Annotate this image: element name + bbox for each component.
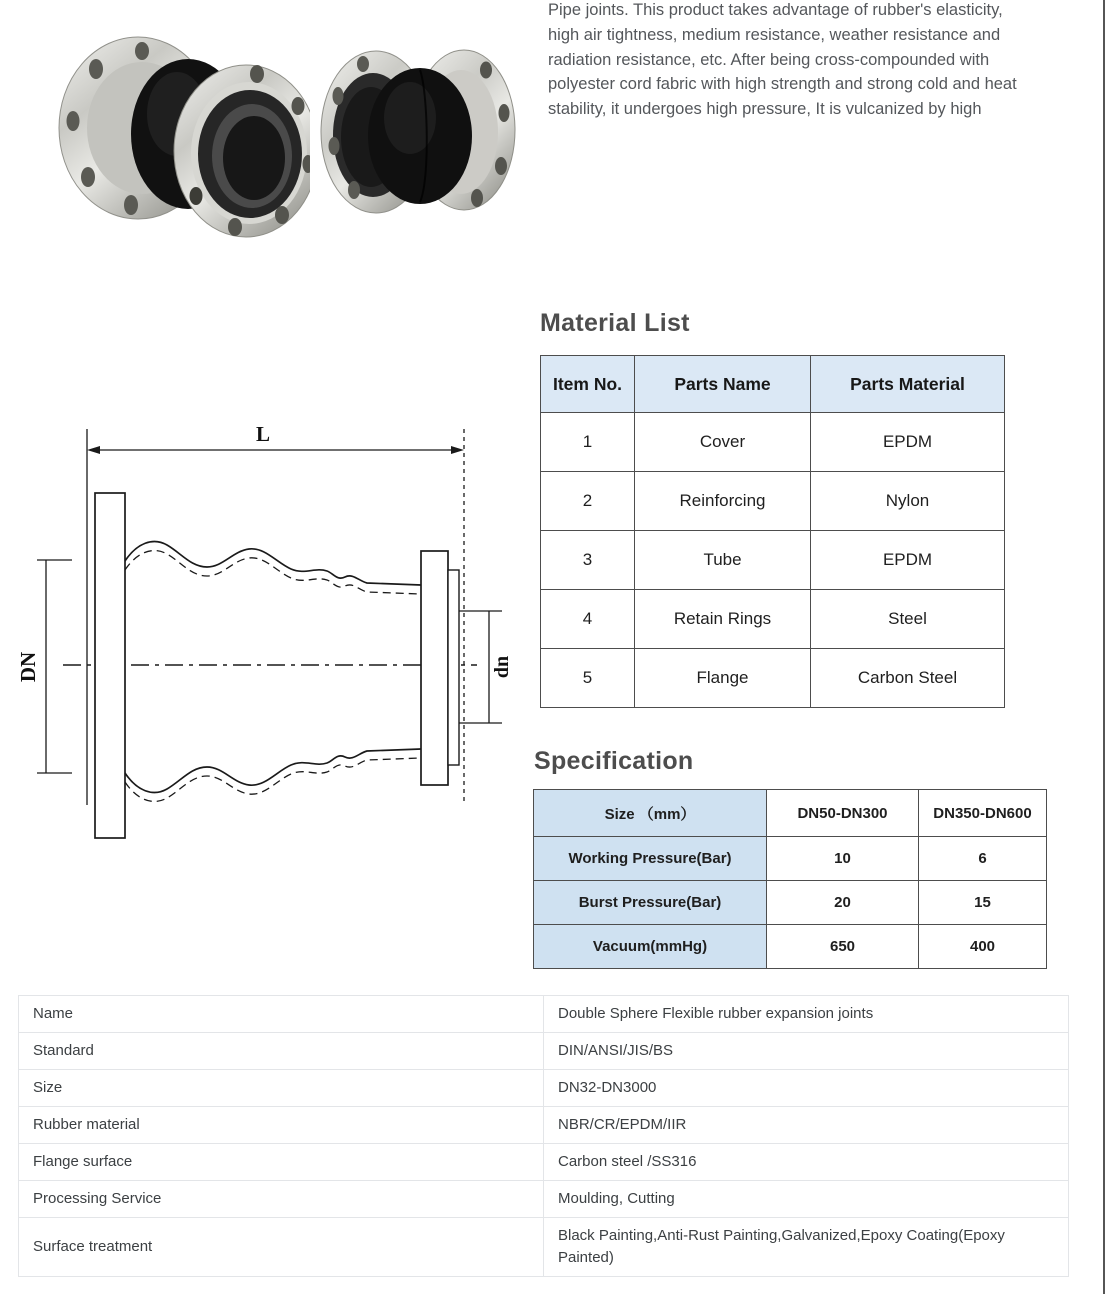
parts-material-cell: EPDM [811,531,1005,590]
spec-label-cell: Working Pressure(Bar) [534,837,767,881]
spec-value-cell: 400 [919,925,1047,969]
detail-label-cell: Flange surface [19,1144,544,1181]
dimension-label-dn: dn [491,655,513,679]
spec-label-cell: Vacuum(mmHg) [534,925,767,969]
detail-row [19,1070,1069,1107]
front-flange [174,65,310,237]
detail-value-cell: NBR/CR/EPDM/IIR [544,1107,1069,1144]
product-details-table [18,995,1069,1277]
spec-header-row [534,790,1047,837]
detail-row [19,1033,1069,1070]
intro-line: radiation resistance, etc. After being cross-compounded with [548,50,990,69]
item-no-cell: 2 [541,472,635,531]
spec-value-cell: 10 [767,837,919,881]
spec-body [534,837,1047,969]
detail-row [19,996,1069,1033]
spec-size-range-cell: DN50-DN300 [767,790,919,837]
material-row [541,590,1005,649]
detail-row [19,1144,1069,1181]
spec-value-cell: 20 [767,881,919,925]
dimension-drawing [15,415,520,860]
detail-row [19,1181,1069,1218]
detail-label-cell: Name [19,996,544,1033]
detail-label-cell: Processing Service [19,1181,544,1218]
product-photo-2 [316,34,520,246]
item-no-cell: 3 [541,531,635,590]
product-photo-1 [56,22,310,256]
spec-size-label-cell: Size （mm） [534,790,767,837]
detail-label-cell: Size [19,1070,544,1107]
parts-material-cell: Carbon Steel [811,649,1005,708]
parts-name-cell: Cover [635,413,811,472]
detail-value-cell: Moulding, Cutting [544,1181,1069,1218]
detail-value-cell: Double Sphere Flexible rubber expansion joints [544,996,1069,1033]
spec-row [534,837,1047,881]
item-no-cell: 1 [541,413,635,472]
material-row [541,649,1005,708]
spec-row [534,881,1047,925]
intro-line: Pipe joints. This product takes advantage of rubber's elasticity, [548,1,1003,19]
parts-material-cell: Nylon [811,472,1005,531]
material-row [541,531,1005,590]
material-list-table [540,355,1005,708]
item-no-cell: 5 [541,649,635,708]
material-header-cell: Item No. [541,356,635,413]
spec-value-cell: 6 [919,837,1047,881]
intro-paragraph [548,0,1076,122]
material-list-title: Material List [540,309,690,337]
spec-label-cell: Burst Pressure(Bar) [534,881,767,925]
material-row [541,413,1005,472]
rubber-bellows [368,68,472,204]
material-row [541,472,1005,531]
detail-row [19,1218,1069,1277]
material-header-cell: Parts Material [811,356,1005,413]
spec-value-cell: 650 [767,925,919,969]
detail-value-cell: Black Painting,Anti-Rust Painting,Galvanized,Epoxy Coating(Epoxy Painted) [544,1218,1069,1277]
parts-name-cell: Retain Rings [635,590,811,649]
item-no-cell: 4 [541,590,635,649]
parts-material-cell: Steel [811,590,1005,649]
intro-line: high air tightness, medium resistance, weather resistance and [548,25,1001,44]
intro-line: polyester cord fabric with high strength and strong cold and heat [548,75,1017,94]
detail-value-cell: DN32-DN3000 [544,1070,1069,1107]
parts-name-cell: Flange [635,649,811,708]
spec-size-range-cell: DN350-DN600 [919,790,1047,837]
material-header-row [541,356,1005,413]
specification-table [533,789,1047,969]
spec-value-cell: 15 [919,881,1047,925]
detail-row [19,1107,1069,1144]
detail-value-cell: Carbon steel /SS316 [544,1144,1069,1181]
specification-title: Specification [534,747,694,775]
intro-line: stability, it undergoes high pressure, It is vulcanized by high [548,100,982,119]
detail-label-cell: Surface treatment [19,1218,544,1277]
parts-name-cell: Reinforcing [635,472,811,531]
detail-label-cell: Standard [19,1033,544,1070]
spec-row [534,925,1047,969]
material-body [541,413,1005,708]
detail-label-cell: Rubber material [19,1107,544,1144]
material-header-cell: Parts Name [635,356,811,413]
page-edge-scroll-line [1103,0,1105,1294]
details-body [19,996,1069,1277]
parts-name-cell: Tube [635,531,811,590]
dimension-label-L: L [255,422,271,446]
parts-material-cell: EPDM [811,413,1005,472]
detail-value-cell: DIN/ANSI/JIS/BS [544,1033,1069,1070]
dimension-label-DN: DN [16,651,40,683]
